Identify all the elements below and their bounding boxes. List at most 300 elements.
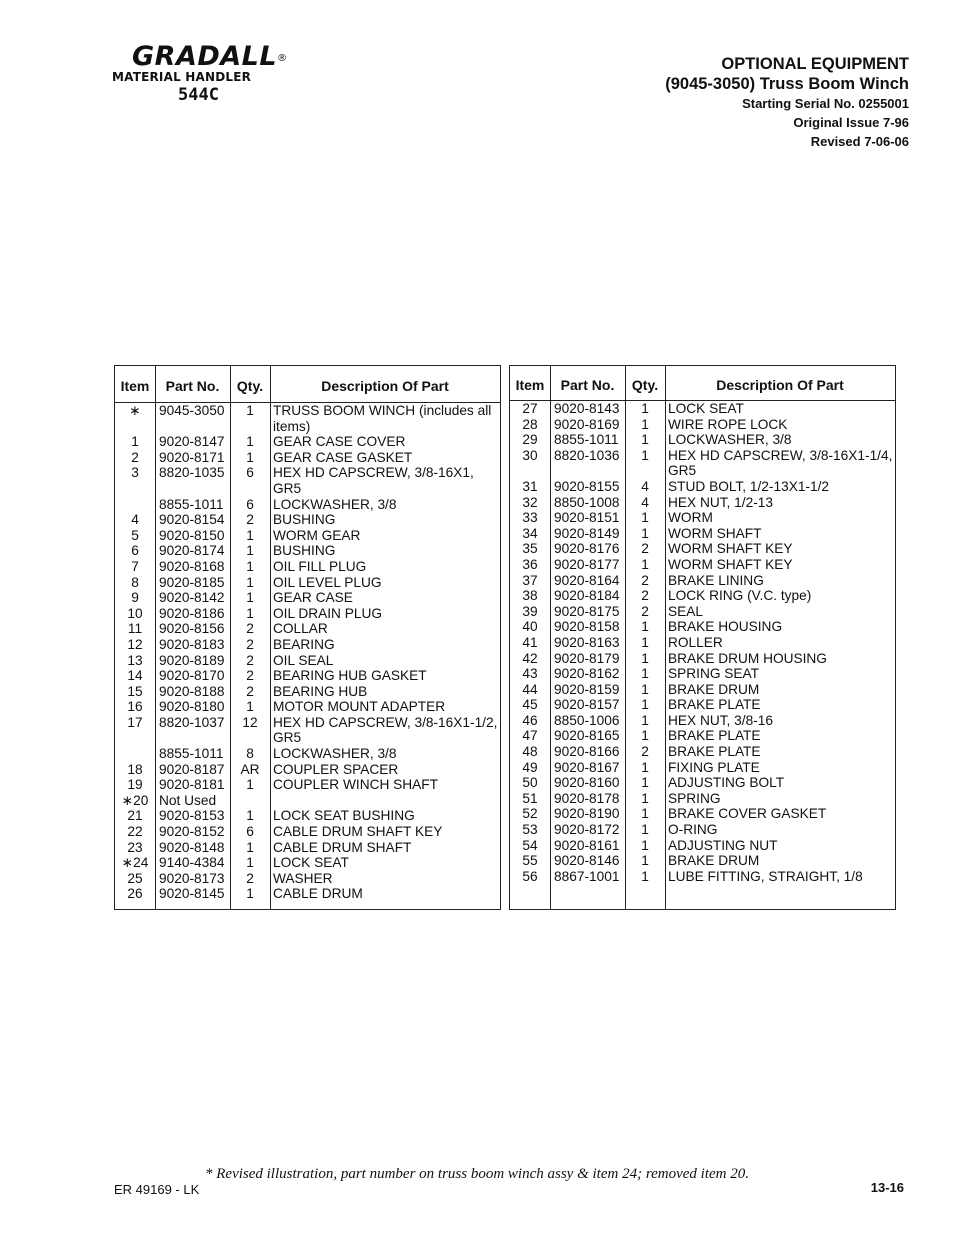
part-number-cell: 8855-1011: [159, 746, 224, 762]
table-row: [115, 465, 500, 496]
item-cell: 6: [131, 543, 139, 559]
quantity-cell: 1: [641, 432, 649, 448]
item-cell: 52: [522, 806, 538, 822]
table-row: [510, 728, 895, 744]
quantity-cell: 1: [641, 510, 649, 526]
quantity-cell: 1: [641, 447, 649, 463]
table-row: [115, 699, 500, 715]
part-number-cell: 9020-8159: [554, 681, 620, 697]
table-row: [115, 543, 500, 559]
quantity-cell: 1: [641, 681, 649, 697]
quantity-cell: 1: [641, 556, 649, 572]
description-cell: MOTOR MOUNT ADAPTER: [273, 699, 446, 715]
table-row: [510, 604, 895, 620]
description-cell: OIL FILL PLUG: [273, 558, 367, 574]
quantity-cell: 1: [246, 543, 254, 559]
item-cell: 33: [522, 510, 538, 526]
table-row: [115, 575, 500, 591]
part-number-cell: 9020-8145: [159, 886, 225, 902]
description-cell: WASHER: [273, 870, 333, 886]
part-number-cell: 9020-8146: [554, 853, 620, 869]
part-number-cell: 9020-8153: [159, 808, 225, 824]
parts-rows-right: [510, 401, 895, 884]
quantity-cell: 1: [246, 403, 254, 418]
table-row: [115, 621, 500, 637]
table-row: [510, 526, 895, 542]
item-cell: 23: [127, 839, 143, 855]
quantity-cell: 1: [641, 822, 649, 838]
description-cell: BRAKE PLATE: [668, 697, 761, 713]
item-cell: 26: [127, 886, 143, 902]
header-description: Description Of Part: [321, 378, 449, 394]
quantity-cell: 1: [641, 619, 649, 635]
header-description: Description Of Part: [716, 377, 844, 393]
part-number-cell: 9020-8185: [159, 574, 225, 590]
parts-table-right: [509, 365, 896, 910]
part-number-cell: 9020-8150: [159, 527, 225, 543]
part-number-cell: 9020-8148: [159, 839, 225, 855]
quantity-cell: 1: [641, 401, 649, 416]
part-number-cell: 9020-8169: [554, 416, 620, 432]
item-cell: 4: [131, 512, 139, 528]
table-row: [115, 637, 500, 653]
part-number-cell: 9020-8163: [554, 634, 620, 650]
description-cell: BEARING HUB GASKET: [273, 668, 427, 684]
item-cell: 50: [522, 775, 538, 791]
part-number-cell: 9020-8190: [554, 806, 620, 822]
description-cell: BEARING HUB: [273, 683, 368, 699]
page-header: [665, 54, 909, 151]
part-number-cell: 9020-8184: [554, 588, 620, 604]
item-cell: 53: [522, 822, 538, 838]
description-cell: HEX HD CAPSCREW, 3/8-16X1-1/4, GR5: [668, 447, 893, 479]
table-row: [510, 838, 895, 854]
item-cell: 13: [127, 652, 143, 668]
description-cell: O-RING: [668, 822, 718, 838]
part-number-cell: 9020-8168: [159, 558, 225, 574]
description-cell: TRUSS BOOM WINCH (includes all items): [273, 403, 492, 434]
description-cell: LOCK SEAT: [273, 855, 349, 871]
header-serial: Starting Serial No. 0255001: [742, 96, 909, 111]
description-cell: GEAR CASE: [273, 590, 353, 606]
quantity-cell: 2: [641, 572, 649, 588]
quantity-cell: 2: [641, 588, 649, 604]
item-cell: 5: [131, 527, 139, 543]
quantity-cell: 2: [641, 744, 649, 760]
description-cell: LOCKWASHER, 3/8: [273, 496, 397, 512]
item-cell: 8: [131, 574, 139, 590]
quantity-cell: 4: [641, 478, 649, 494]
parts-rows-left: [115, 403, 500, 902]
quantity-cell: 1: [641, 728, 649, 744]
description-cell: BRAKE DRUM: [668, 853, 760, 869]
item-cell: 48: [522, 744, 538, 760]
table-row: [510, 760, 895, 776]
part-number-cell: 9020-8160: [554, 775, 620, 791]
table-row: [510, 791, 895, 807]
quantity-cell: 1: [641, 853, 649, 869]
quantity-cell: 1: [641, 650, 649, 666]
quantity-cell: 1: [641, 868, 649, 884]
quantity-cell: 1: [246, 699, 254, 715]
quantity-cell: 4: [641, 494, 649, 510]
description-cell: COUPLER WINCH SHAFT: [273, 777, 439, 793]
part-number-cell: 9020-8179: [554, 650, 620, 666]
item-cell: 27: [522, 401, 538, 416]
part-number-cell: 8820-1037: [159, 714, 225, 730]
table-row: [510, 666, 895, 682]
table-row: [115, 855, 500, 871]
description-cell: WIRE ROPE LOCK: [668, 416, 788, 432]
header-title-line2: (9045-3050) Truss Boom Winch: [665, 75, 909, 93]
item-cell: ∗: [129, 403, 141, 418]
part-number-cell: 9020-8171: [159, 449, 225, 465]
item-cell: 40: [522, 619, 538, 635]
quantity-cell: 1: [246, 777, 254, 793]
table-row: [115, 606, 500, 622]
quantity-cell: 1: [246, 590, 254, 606]
description-cell: LOCKWASHER, 3/8: [668, 432, 792, 448]
part-number-cell: 9020-8162: [554, 666, 620, 682]
quantity-cell: 2: [641, 603, 649, 619]
part-number-cell: 9045-3050: [159, 403, 225, 418]
table-row: [115, 793, 500, 809]
item-cell: 18: [127, 761, 143, 777]
quantity-cell: 1: [246, 808, 254, 824]
table-row: [510, 682, 895, 698]
item-cell: 41: [522, 634, 538, 650]
part-number-cell: 9020-8142: [159, 590, 225, 606]
quantity-cell: 1: [246, 527, 254, 543]
quantity-cell: 1: [246, 605, 254, 621]
table-row: [510, 651, 895, 667]
table-row: [115, 871, 500, 887]
quantity-cell: 1: [246, 558, 254, 574]
item-cell: 30: [522, 447, 538, 463]
table-row: [510, 495, 895, 511]
table-row: [510, 401, 895, 417]
table-row: [510, 869, 895, 885]
item-cell: 43: [522, 666, 538, 682]
part-number-cell: 9020-8173: [159, 870, 225, 886]
description-cell: ADJUSTING BOLT: [668, 775, 785, 791]
table-row: [115, 840, 500, 856]
quantity-cell: 6: [246, 496, 254, 512]
item-cell: 29: [522, 432, 538, 448]
part-number-cell: 9020-8158: [554, 619, 620, 635]
header-qty: Qty.: [236, 378, 264, 394]
part-number-cell: 9020-8165: [554, 728, 620, 744]
item-cell: 45: [522, 697, 538, 713]
brand-subtitle: MATERIAL HANDLER: [112, 70, 252, 84]
part-number-cell: 9020-8180: [159, 699, 225, 715]
description-cell: BRAKE HOUSING: [668, 619, 783, 635]
table-row: [115, 528, 500, 544]
part-number-cell: 9020-8161: [554, 837, 620, 853]
header-part-no: Part No.: [165, 378, 220, 394]
header-part-no: Part No.: [560, 377, 615, 393]
registered-mark: ®: [277, 53, 288, 64]
description-cell: WORM SHAFT KEY: [668, 541, 793, 557]
table-row: [510, 744, 895, 760]
description-cell: BRAKE DRUM HOUSING: [668, 650, 827, 666]
description-cell: BRAKE LINING: [668, 572, 764, 588]
description-cell: FIXING PLATE: [668, 759, 760, 775]
part-number-cell: 9020-8143: [554, 401, 620, 416]
part-number-cell: 9020-8177: [554, 556, 620, 572]
description-cell: LOCK RING (V.C. type): [668, 588, 812, 604]
page-number: 13-16: [870, 1180, 904, 1195]
description-cell: ADJUSTING NUT: [668, 837, 778, 853]
quantity-cell: 1: [246, 434, 254, 450]
table-row: [115, 497, 500, 513]
revision-footnote: * Revised illustration, part number on truss boom winch assy & item 24; removed item 20.: [205, 1166, 749, 1182]
description-cell: WORM SHAFT KEY: [668, 556, 793, 572]
table-row: [115, 512, 500, 528]
table-row: [510, 775, 895, 791]
quantity-cell: 2: [246, 668, 254, 684]
table-row: [510, 822, 895, 838]
description-cell: CABLE DRUM SHAFT: [273, 839, 412, 855]
quantity-cell: 2: [246, 652, 254, 668]
part-number-cell: 9020-8187: [159, 761, 225, 777]
description-cell: OIL LEVEL PLUG: [273, 574, 382, 590]
item-cell: 46: [522, 712, 538, 728]
description-cell: COLLAR: [273, 621, 328, 637]
header-issue: Original Issue 7-96: [793, 115, 909, 130]
item-cell: 28: [522, 416, 538, 432]
item-cell: 49: [522, 759, 538, 775]
header-qty: Qty.: [631, 377, 659, 393]
table-row: [115, 590, 500, 606]
item-cell: 2: [131, 449, 139, 465]
table-row: [115, 403, 500, 434]
header-title-line1: OPTIONAL EQUIPMENT: [721, 55, 909, 73]
item-cell: 25: [127, 870, 143, 886]
parts-table-left: [114, 365, 501, 910]
quantity-cell: AR: [240, 761, 260, 777]
part-number-cell: 9020-8147: [159, 434, 225, 450]
part-number-cell: 9020-8189: [159, 652, 225, 668]
item-cell: 54: [522, 837, 538, 853]
quantity-cell: 6: [246, 824, 254, 840]
item-cell: 19: [127, 777, 143, 793]
table-row: [115, 450, 500, 466]
part-number-cell: 9020-8186: [159, 605, 225, 621]
part-number-cell: 8820-1036: [554, 447, 620, 463]
item-cell: 44: [522, 681, 538, 697]
quantity-cell: 1: [641, 697, 649, 713]
description-cell: COUPLER SPACER: [273, 761, 399, 777]
description-cell: LUBE FITTING, STRAIGHT, 1/8: [668, 868, 863, 884]
description-cell: OIL SEAL: [273, 652, 334, 668]
document-code: ER 49169 - LK: [114, 1182, 200, 1197]
quantity-cell: 1: [641, 837, 649, 853]
table-row: [115, 824, 500, 840]
quantity-cell: 8: [246, 746, 254, 762]
part-number-cell: 9020-8188: [159, 683, 225, 699]
table-row: [115, 559, 500, 575]
item-cell: 3: [131, 465, 139, 481]
description-cell: SPRING SEAT: [668, 666, 760, 682]
gradall-logo: [132, 42, 288, 72]
item-cell: 22: [127, 824, 143, 840]
table-row: [510, 588, 895, 604]
part-number-cell: 8850-1006: [554, 712, 620, 728]
quantity-cell: 1: [641, 806, 649, 822]
table-row: [115, 434, 500, 450]
description-cell: BUSHING: [273, 543, 336, 559]
part-number-cell: 8820-1035: [159, 465, 225, 481]
part-number-cell: 9020-8149: [554, 525, 620, 541]
table-row: [115, 777, 500, 793]
item-cell: 36: [522, 556, 538, 572]
header-item: Item: [515, 377, 545, 393]
quantity-cell: 1: [246, 855, 254, 871]
item-cell: 15: [127, 683, 143, 699]
quantity-cell: 1: [641, 416, 649, 432]
item-cell: 38: [522, 588, 538, 604]
item-cell: 37: [522, 572, 538, 588]
part-number-cell: 8867-1001: [554, 868, 620, 884]
description-cell: GEAR CASE GASKET: [273, 449, 413, 465]
description-cell: SPRING: [668, 790, 721, 806]
description-cell: CABLE DRUM: [273, 886, 363, 902]
table-row: [510, 573, 895, 589]
item-cell: 35: [522, 541, 538, 557]
quantity-cell: 2: [246, 870, 254, 886]
part-number-cell: 9020-8172: [554, 822, 620, 838]
table-row: [115, 746, 500, 762]
quantity-cell: 2: [246, 621, 254, 637]
header-item: Item: [120, 378, 150, 394]
item-cell: 42: [522, 650, 538, 666]
quantity-cell: 1: [246, 449, 254, 465]
description-cell: WORM SHAFT: [668, 525, 762, 541]
quantity-cell: 12: [242, 714, 258, 730]
description-cell: HEX HD CAPSCREW, 3/8-16X1-1/2, GR5: [273, 714, 498, 746]
table-row: [115, 886, 500, 902]
quantity-cell: 1: [246, 839, 254, 855]
header-revised: Revised 7-06-06: [810, 134, 909, 149]
part-number-cell: 9020-8176: [554, 541, 620, 557]
quantity-cell: 6: [246, 465, 254, 481]
item-cell: 51: [522, 790, 538, 806]
part-number-cell: 9020-8174: [159, 543, 225, 559]
quantity-cell: 2: [246, 636, 254, 652]
item-cell: 55: [522, 853, 538, 869]
table-row: [115, 653, 500, 669]
table-row: [115, 684, 500, 700]
description-cell: BUSHING: [273, 512, 336, 528]
table-row: [510, 619, 895, 635]
table-row: [115, 808, 500, 824]
part-number-cell: 9020-8181: [159, 777, 225, 793]
description-cell: ROLLER: [668, 634, 723, 650]
description-cell: BRAKE PLATE: [668, 728, 761, 744]
part-number-cell: 9020-8155: [554, 478, 620, 494]
table-row: [510, 479, 895, 495]
item-cell: 12: [127, 636, 143, 652]
table-row: [510, 448, 895, 479]
description-cell: WORM GEAR: [273, 527, 361, 543]
item-cell: 10: [127, 605, 143, 621]
description-cell: BRAKE DRUM: [668, 681, 760, 697]
description-cell: HEX NUT, 3/8-16: [668, 712, 773, 728]
quantity-cell: 1: [641, 759, 649, 775]
part-number-cell: 9020-8175: [554, 603, 620, 619]
item-cell: 21: [127, 808, 143, 824]
item-cell: 31: [522, 478, 538, 494]
item-cell: 7: [131, 558, 139, 574]
description-cell: BRAKE PLATE: [668, 744, 761, 760]
description-cell: HEX NUT, 1/2-13: [668, 494, 773, 510]
table-row: [510, 510, 895, 526]
table-row: [510, 635, 895, 651]
item-cell: 39: [522, 603, 538, 619]
description-cell: BRAKE COVER GASKET: [668, 806, 827, 822]
logo-text: GRADALL: [132, 41, 278, 72]
description-cell: LOCKWASHER, 3/8: [273, 746, 397, 762]
part-number-cell: 9020-8151: [554, 510, 620, 526]
part-number-cell: 9020-8167: [554, 759, 620, 775]
part-number-cell: 9020-8166: [554, 744, 620, 760]
description-cell: GEAR CASE COVER: [273, 434, 406, 450]
item-cell: ∗20: [121, 792, 149, 808]
quantity-cell: 2: [641, 541, 649, 557]
table-row: [510, 713, 895, 729]
quantity-cell: 1: [641, 525, 649, 541]
quantity-cell: 1: [641, 634, 649, 650]
quantity-cell: 2: [246, 512, 254, 528]
part-number-cell: 9020-8183: [159, 636, 225, 652]
table-row: [510, 417, 895, 433]
description-cell: SEAL: [668, 603, 704, 619]
item-cell: 14: [127, 668, 143, 684]
description-cell: BEARING: [273, 636, 335, 652]
part-number-cell: 8850-1008: [554, 494, 620, 510]
table-row: [510, 541, 895, 557]
item-cell: 56: [522, 868, 538, 884]
part-number-cell: 9020-8164: [554, 572, 620, 588]
part-number-cell: 9020-8154: [159, 512, 225, 528]
part-number-cell: 8855-1011: [554, 432, 619, 448]
description-cell: STUD BOLT, 1/2-13X1-1/2: [668, 478, 830, 494]
quantity-cell: 1: [641, 790, 649, 806]
quantity-cell: 2: [246, 683, 254, 699]
quantity-cell: 1: [641, 712, 649, 728]
part-number-cell: 9020-8157: [554, 697, 620, 713]
quantity-cell: 1: [641, 775, 649, 791]
part-number-cell: 8855-1011: [159, 496, 224, 512]
description-cell: WORM: [668, 510, 713, 526]
item-cell: 9: [131, 590, 139, 606]
item-cell: 16: [127, 699, 143, 715]
item-cell: 17: [127, 714, 143, 730]
quantity-cell: 1: [246, 886, 254, 902]
table-row: [510, 697, 895, 713]
description-cell: LOCK SEAT BUSHING: [273, 808, 415, 824]
table-row: [510, 432, 895, 448]
brand-model: 544C: [178, 85, 219, 105]
part-number-cell: 9020-8170: [159, 668, 225, 684]
table-row: [115, 715, 500, 746]
item-cell: 34: [522, 525, 538, 541]
table-row: [115, 762, 500, 778]
description-cell: CABLE DRUM SHAFT KEY: [273, 824, 443, 840]
table-row: [510, 806, 895, 822]
table-row: [510, 853, 895, 869]
